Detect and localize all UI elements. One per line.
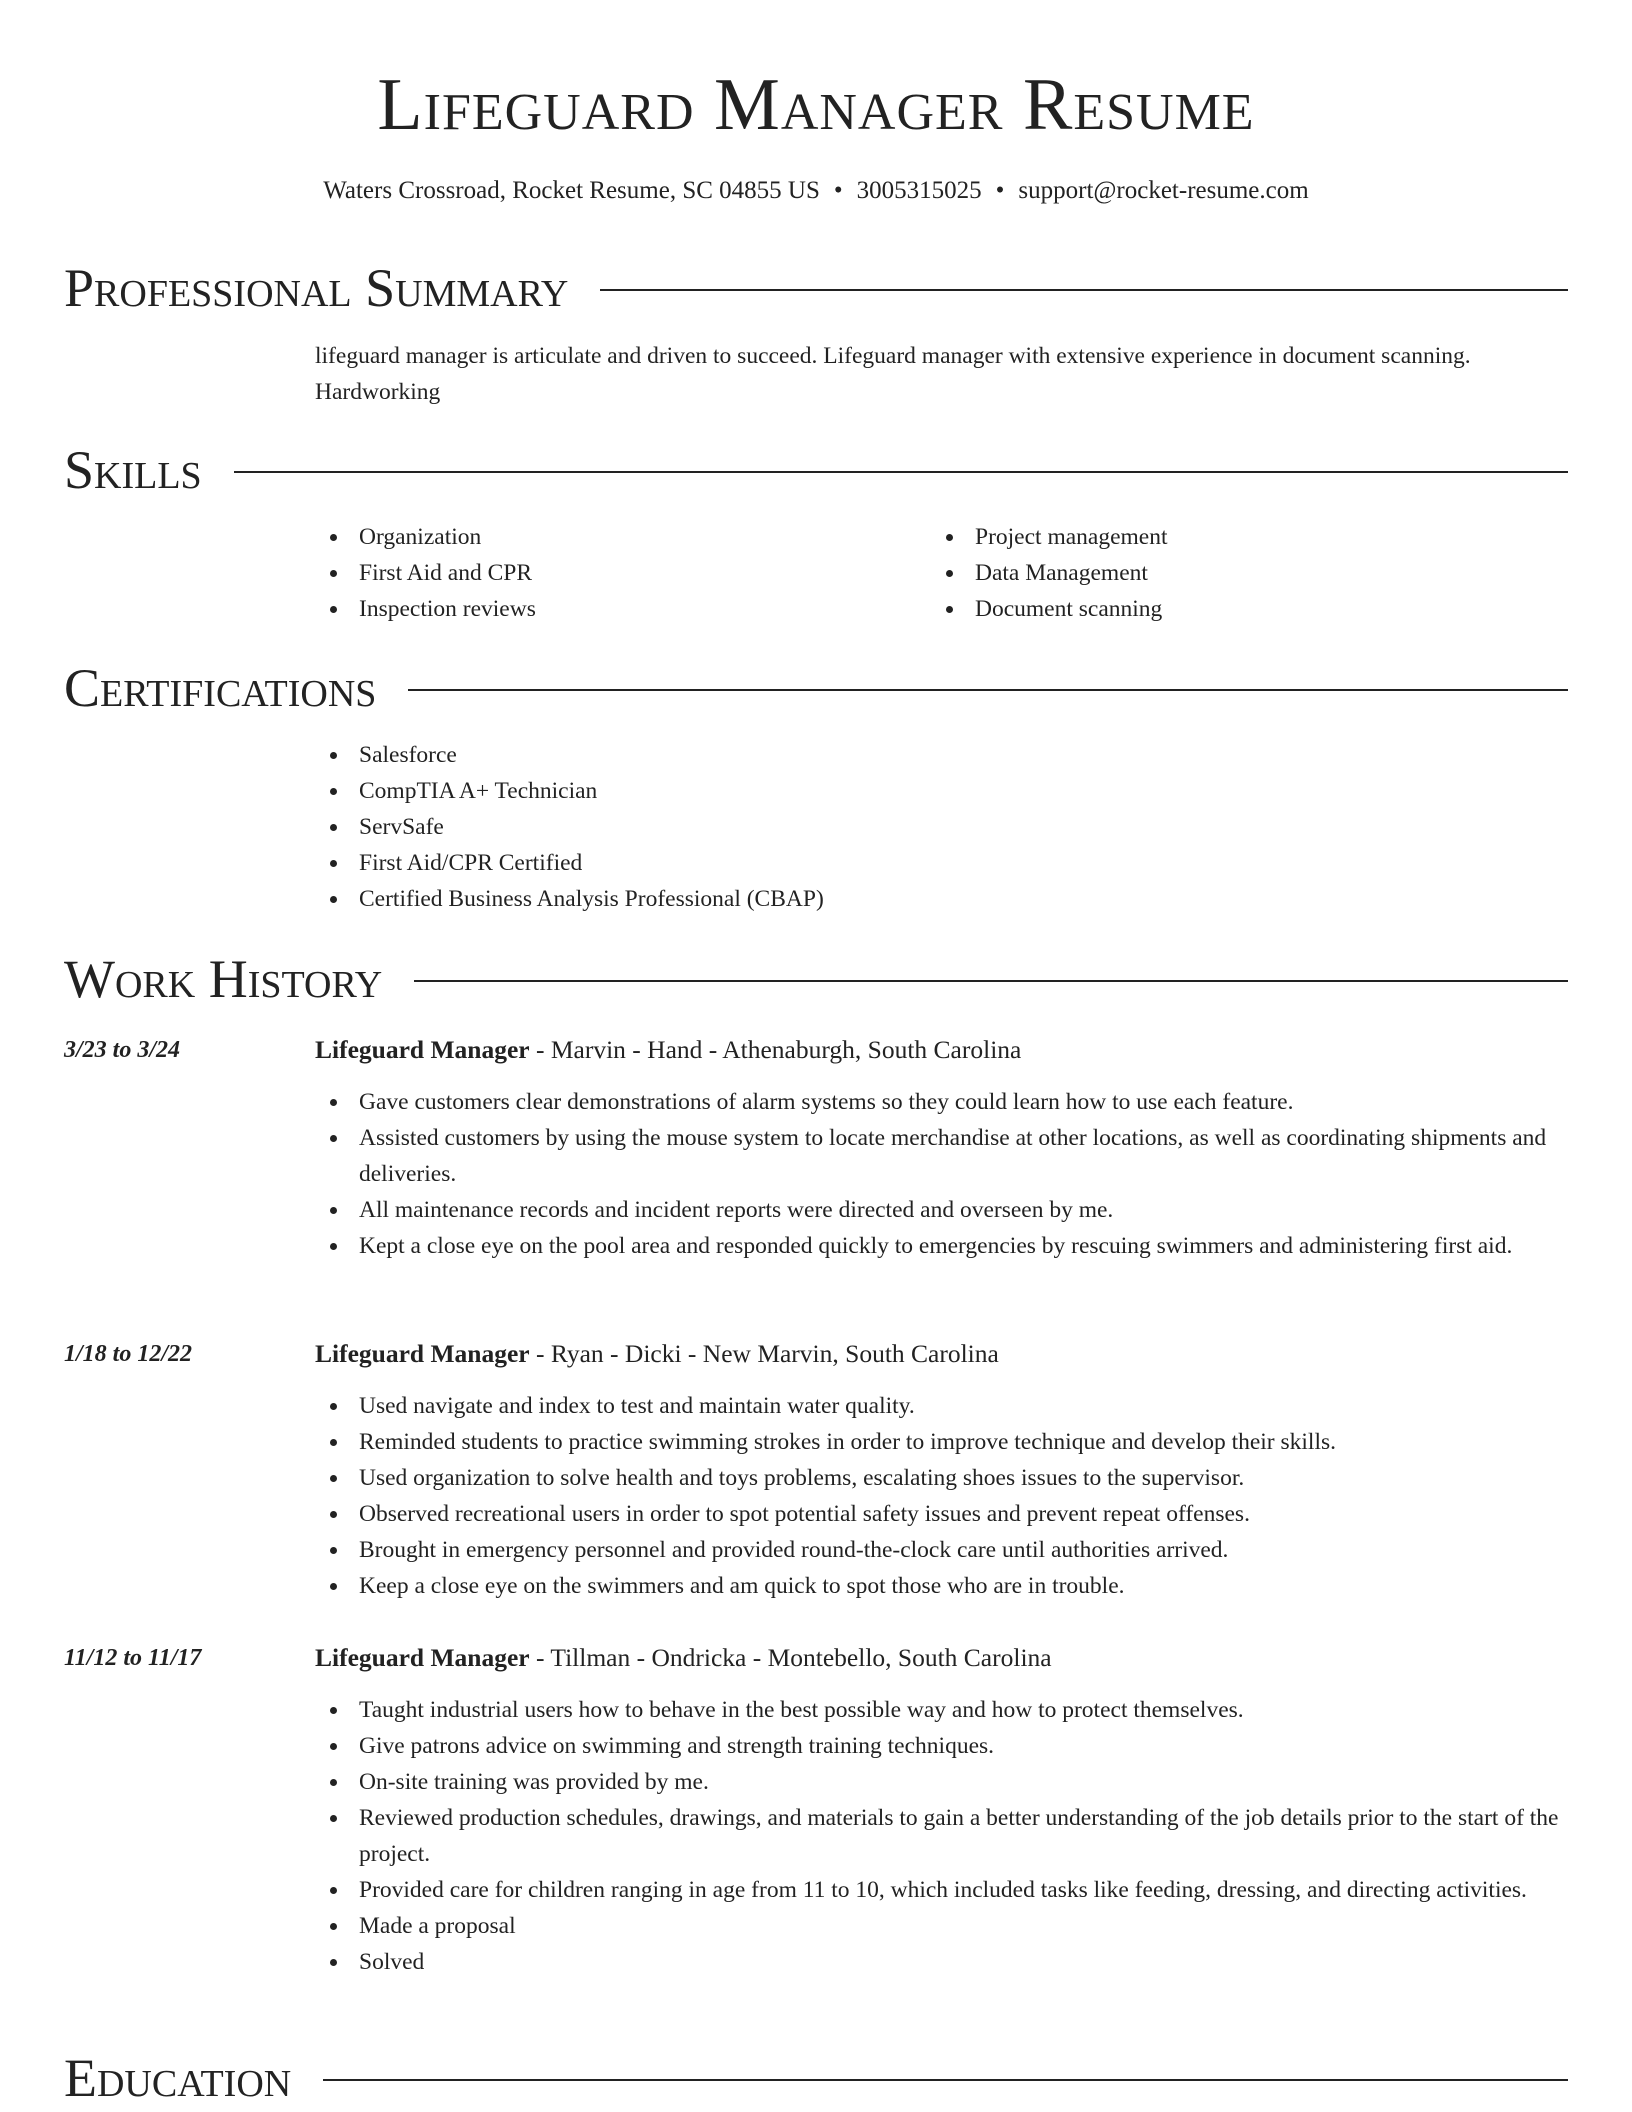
job-dates: 11/12 to 11/17 xyxy=(64,1645,202,1671)
job-heading xyxy=(315,1336,1575,1372)
section-divider xyxy=(408,689,1568,691)
job-bullet: Used organization to solve health and toys problems, escalating shoes issues to the supervisor. xyxy=(315,1460,1575,1496)
skill-item: Data Management xyxy=(931,555,1571,591)
job-bullet: Observed recreational users in order to spot potential safety issues and prevent repeat offenses. xyxy=(315,1496,1575,1532)
job-bullet: On-site training was provided by me. xyxy=(315,1764,1575,1800)
education-section-title: Education xyxy=(64,2048,292,2108)
job-bullet: Assisted customers by using the mouse system to locate merchandise at other locations, as well as coordinating shipments and deliveries. xyxy=(315,1120,1575,1192)
summary-section-title: Professional Summary xyxy=(64,258,569,318)
skill-item: First Aid and CPR xyxy=(315,555,915,591)
skills-section-header xyxy=(64,438,1568,502)
job-bullet: Reviewed production schedules, drawings, and materials to gain a better understanding of the job details prior to the start of the project. xyxy=(315,1800,1575,1872)
job-bullet: Made a proposal xyxy=(315,1908,1575,1944)
job-bullet: Reminded students to practice swimming strokes in order to improve technique and develop their skills. xyxy=(315,1424,1575,1460)
summary-text: lifeguard manager is articulate and driven to succeed. Lifeguard manager with extensive experience in document scanning. Hardworking xyxy=(315,343,1471,405)
job-bullets xyxy=(315,1692,1575,1980)
job-title: Lifeguard Manager xyxy=(315,1643,530,1672)
skills-list-right xyxy=(931,519,1571,627)
job-heading xyxy=(315,1032,1575,1068)
skills-list-left xyxy=(315,519,915,627)
certifications-section-header xyxy=(64,656,1568,720)
certification-item: ServSafe xyxy=(315,809,1575,845)
job-bullet: Brought in emergency personnel and provided round-the-clock care until authorities arrived. xyxy=(315,1532,1575,1568)
job-bullet: Give patrons advice on swimming and strength training techniques. xyxy=(315,1728,1575,1764)
contact-separator: • xyxy=(995,177,1005,204)
certification-item: Certified Business Analysis Professional (CBAP) xyxy=(315,881,1575,917)
job-details: - Marvin - Hand - Athenaburgh, South Carolina xyxy=(529,1035,1022,1064)
section-divider xyxy=(414,980,1568,982)
contact-email: support@rocket-resume.com xyxy=(1018,177,1309,204)
contact-address: Waters Crossroad, Rocket Resume, SC 04855 US xyxy=(323,177,820,204)
certification-item: CompTIA A+ Technician xyxy=(315,773,1575,809)
section-divider xyxy=(600,289,1568,291)
contact-line xyxy=(0,174,1632,208)
job-bullet: Keep a close eye on the swimmers and am quick to spot those who are in trouble. xyxy=(315,1568,1575,1604)
job-dates: 3/23 to 3/24 xyxy=(64,1037,181,1063)
job-bullet: Kept a close eye on the pool area and responded quickly to emergencies by rescuing swimmers and administering first aid. xyxy=(315,1228,1575,1264)
skill-item: Document scanning xyxy=(931,591,1571,627)
job-details: - Tillman - Ondricka - Montebello, South Carolina xyxy=(529,1643,1052,1672)
job-dates: 1/18 to 12/22 xyxy=(64,1341,193,1367)
work-history-section-header xyxy=(64,947,1568,1011)
job-details: - Ryan - Dicki - New Marvin, South Carolina xyxy=(529,1339,999,1368)
skill-item: Project management xyxy=(931,519,1571,555)
skill-item: Inspection reviews xyxy=(315,591,915,627)
job-bullet: All maintenance records and incident reports were directed and overseen by me. xyxy=(315,1192,1575,1228)
job-title: Lifeguard Manager xyxy=(315,1339,530,1368)
education-section-header xyxy=(64,2046,1568,2110)
job-title: Lifeguard Manager xyxy=(315,1035,530,1064)
work-history-section-title: Work History xyxy=(64,949,383,1009)
job-bullet: Gave customers clear demonstrations of alarm systems so they could learn how to use each feature. xyxy=(315,1084,1575,1120)
certifications-list xyxy=(315,737,1575,917)
summary-section-header xyxy=(64,256,1568,320)
job-bullet: Used navigate and index to test and maintain water quality. xyxy=(315,1388,1575,1424)
job-bullets xyxy=(315,1084,1575,1264)
skill-item: Organization xyxy=(315,519,915,555)
job-bullet: Provided care for children ranging in age from 11 to 10, which included tasks like feeding, dressing, and directing activities. xyxy=(315,1872,1575,1908)
certification-item: First Aid/CPR Certified xyxy=(315,845,1575,881)
section-divider xyxy=(323,2079,1568,2081)
job-bullet: Taught industrial users how to behave in the best possible way and how to protect themselves. xyxy=(315,1692,1575,1728)
skills-section-title: Skills xyxy=(64,440,202,500)
resume-title: Lifeguard Manager Resume xyxy=(377,64,1255,146)
job-bullet: Solved xyxy=(315,1944,1575,1980)
contact-separator: • xyxy=(833,177,843,204)
contact-phone: 3005315025 xyxy=(856,177,982,204)
certification-item: Salesforce xyxy=(315,737,1575,773)
job-bullets xyxy=(315,1388,1575,1604)
section-divider xyxy=(234,471,1568,473)
certifications-section-title: Certifications xyxy=(64,658,377,718)
job-heading xyxy=(315,1640,1575,1676)
